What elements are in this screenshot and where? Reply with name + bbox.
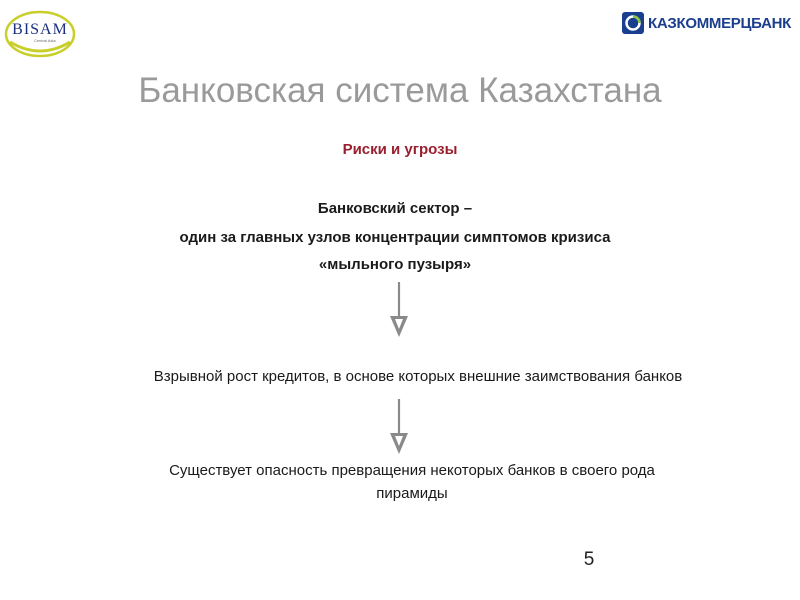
statement-line: «мыльного пузыря» <box>318 256 472 273</box>
kazkommertsbank-logo <box>622 10 791 36</box>
statement-line: один за главных узлов концентрации симптомов кризиса <box>179 229 611 246</box>
point-text: пирамиды <box>376 485 448 502</box>
down-arrow-icon <box>389 399 409 455</box>
bisam-wordmark: BISAM <box>12 21 68 38</box>
page-title: Банковская система Казахстана <box>138 71 662 110</box>
page-number: 5 <box>583 549 595 570</box>
bisam-logo <box>4 8 76 60</box>
bisam-subtitle: Central Asia <box>34 38 56 43</box>
point-text: Существует опасность превращения некоторых банков в своего рода <box>169 462 655 479</box>
down-arrow-icon <box>389 282 409 338</box>
kazkommertsbank-mark-icon <box>622 12 644 34</box>
point-text: Взрывной рост кредитов, в основе которых внешние заимствования банков <box>153 368 683 385</box>
section-subtitle: Риски и угрозы <box>342 141 458 158</box>
statement-line: Банковский сектор – <box>317 200 473 217</box>
kazkommertsbank-wordmark: КАЗКОММЕРЦБАНК <box>648 14 791 32</box>
